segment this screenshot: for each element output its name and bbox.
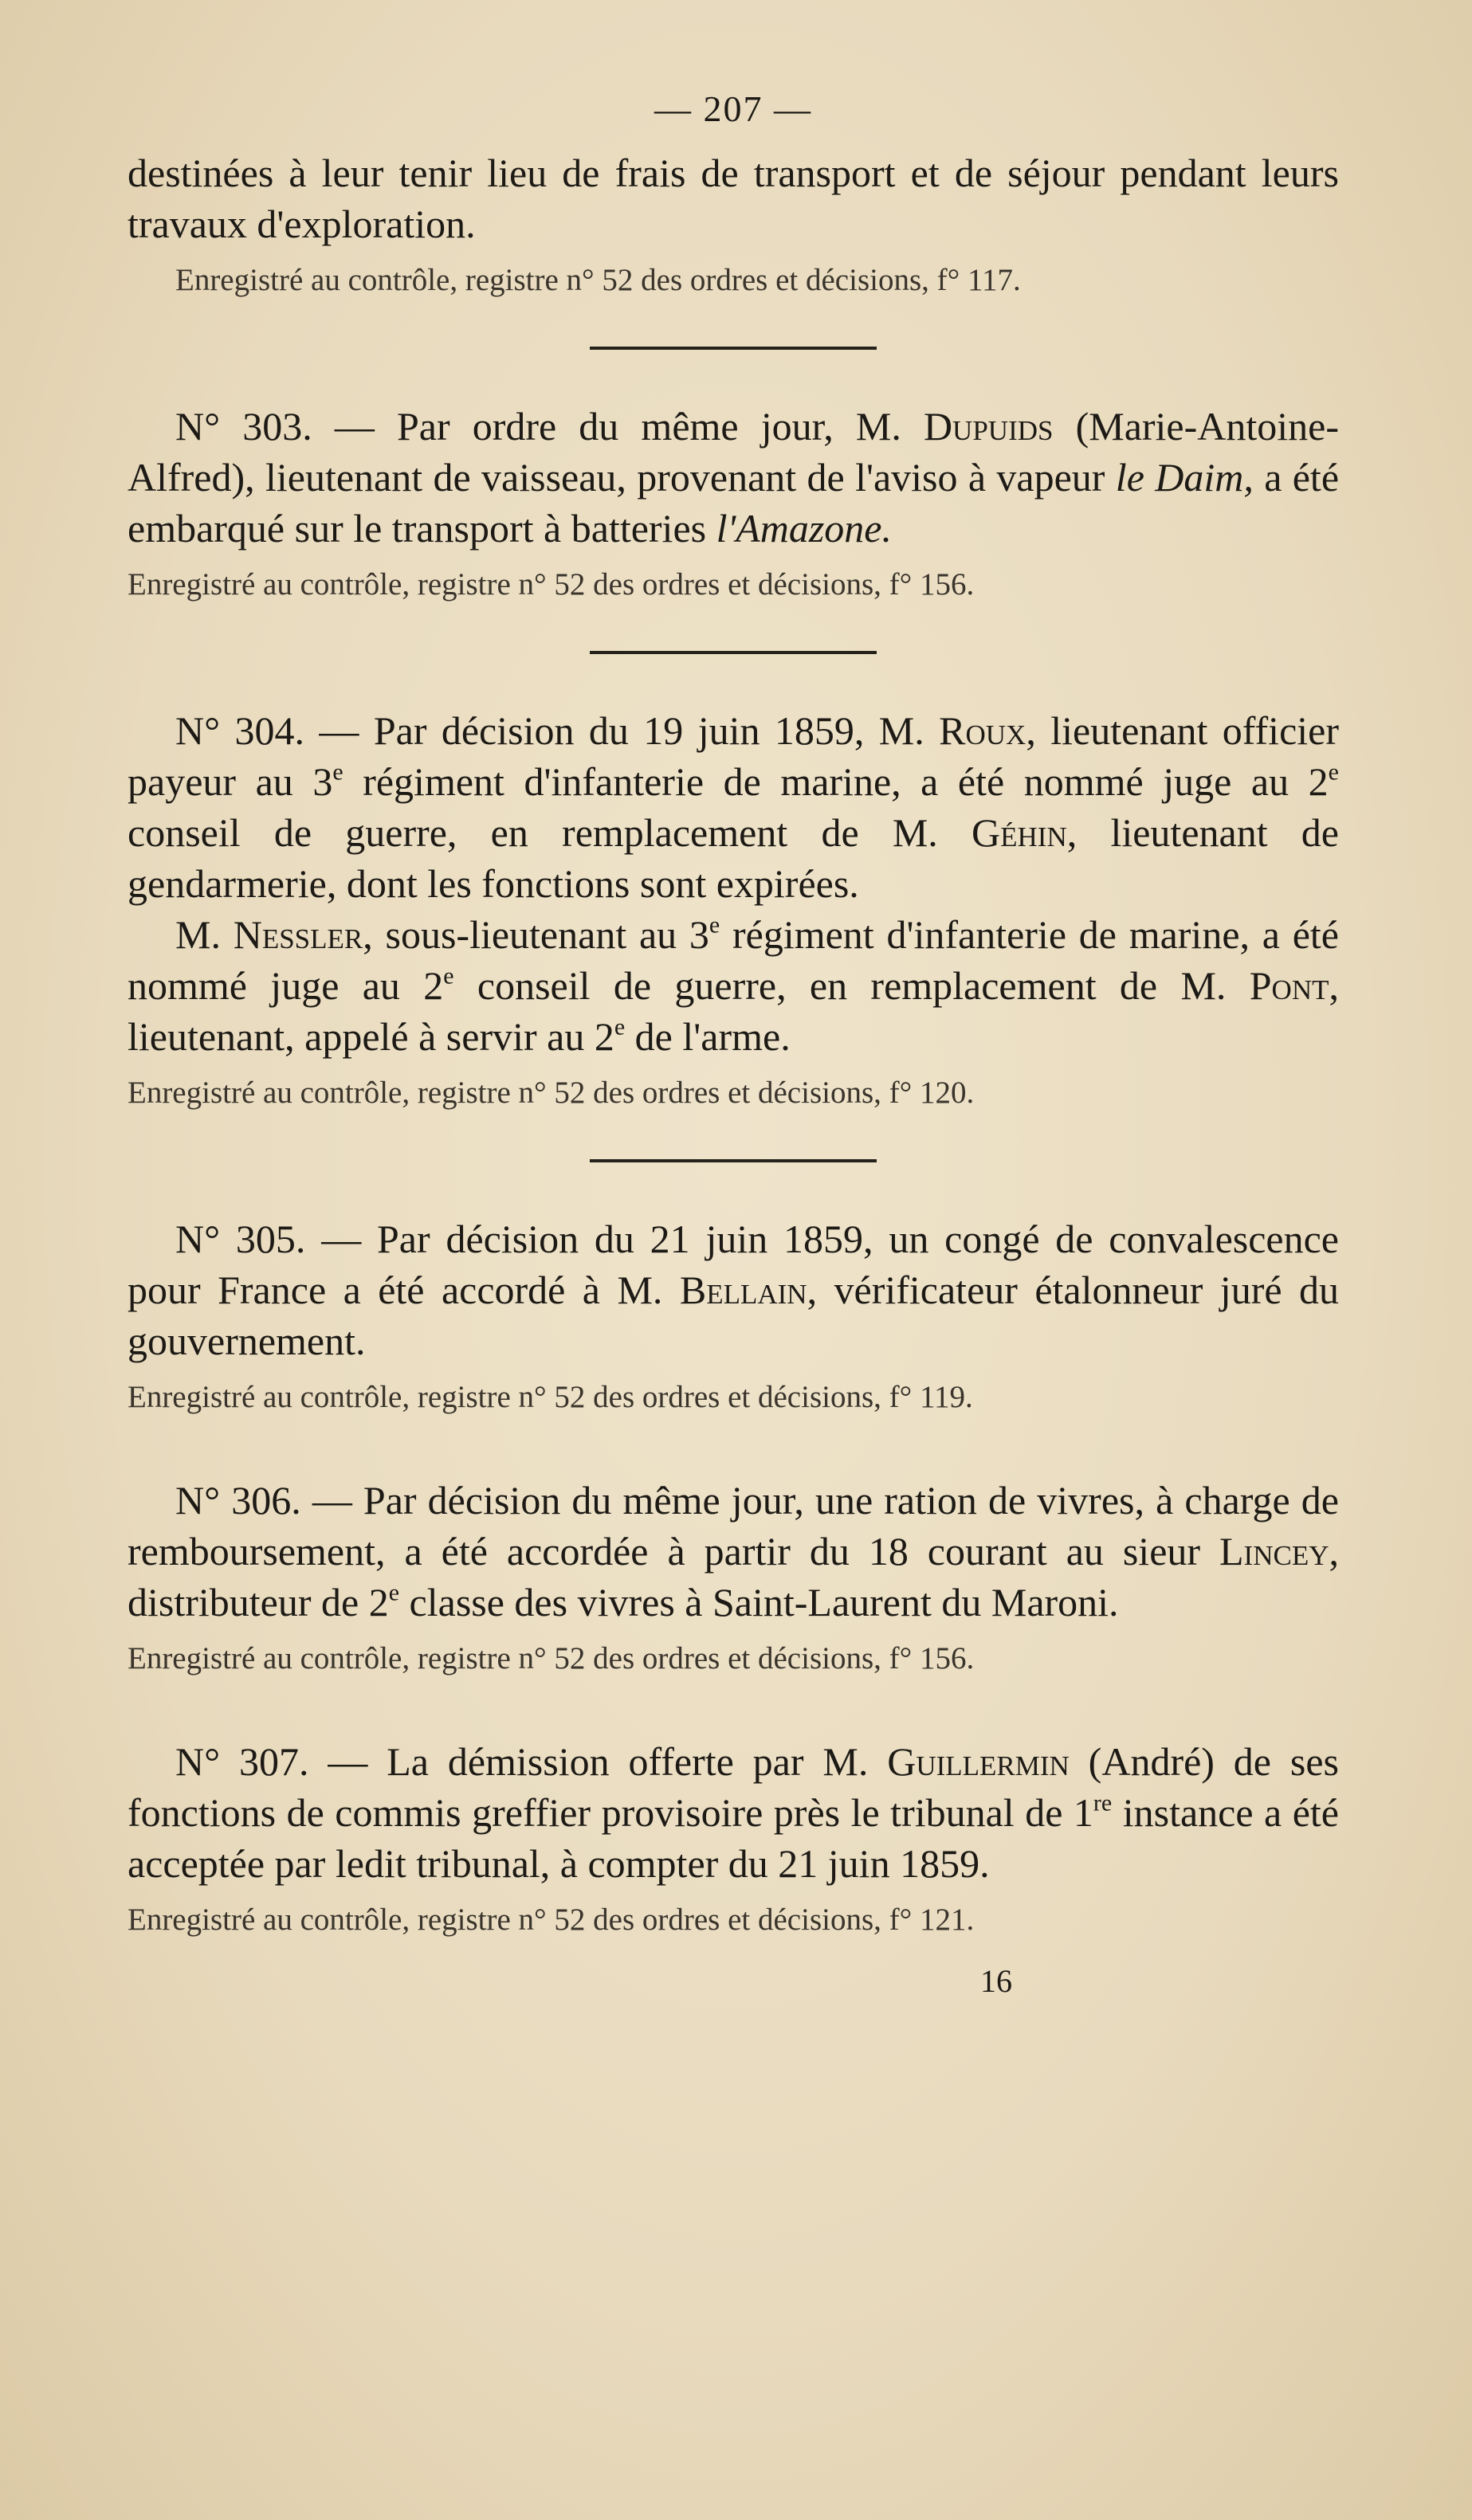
entry-304-name-2: Géhin bbox=[972, 810, 1067, 855]
entry-spacer bbox=[128, 1680, 1339, 1736]
entry-306-sup-1: e bbox=[388, 1579, 400, 1606]
entry-305-paragraph bbox=[128, 1213, 1339, 1366]
entry-304-p2-sup-2: e bbox=[443, 962, 454, 990]
entry-305-text-b: , vérificateur étalonneur juré du gouvernement. bbox=[128, 1268, 1339, 1363]
entry-304-number: N° 304. bbox=[175, 708, 305, 753]
entry-303-text-a: — Par ordre du même jour, M. bbox=[312, 404, 924, 449]
entry-304-paragraph-2 bbox=[128, 909, 1339, 1062]
entry-303-ship-2: l'Amazone. bbox=[716, 506, 892, 551]
entry-spacer bbox=[128, 1419, 1339, 1475]
entry-304-p2-text-a: M. bbox=[175, 912, 234, 957]
entry-304-sup-1: e bbox=[332, 758, 343, 786]
entry-304-p2-name-2: Pont bbox=[1249, 963, 1329, 1008]
entry-305-registration: Enregistré au contrôle, registre n° 52 des ordres et décisions, f° 119. bbox=[128, 1380, 973, 1414]
entry-306-number: N° 306. bbox=[175, 1478, 301, 1523]
entry-304-text-a: — Par décision du 19 juin 1859, M. bbox=[304, 708, 940, 753]
entry-305-text-a: — Par décision du 21 juin 1859, un congé de convalescence pour France a été accordé à M. bbox=[128, 1217, 1339, 1312]
entry-304-p2-sup-3: e bbox=[614, 1013, 626, 1041]
entry-303-ship-1: le Daim, bbox=[1115, 455, 1254, 500]
entry-304-p2-text-e: , lieutenant, appelé à servir au 2 bbox=[128, 963, 1339, 1059]
entry-303-text-b: (Marie-Antoine-Alfred), lieutenant de vaisseau, provenant de l'aviso à vapeur bbox=[128, 404, 1340, 500]
entry-303-text-c: a été embarqué sur le transport à batteries bbox=[128, 455, 1340, 551]
entry-304-registration: Enregistré au contrôle, registre n° 52 des ordres et décisions, f° 120. bbox=[128, 1076, 975, 1110]
entry-307-sup-1: re bbox=[1093, 1789, 1113, 1817]
entry-304-p2-text-d: conseil de guerre, en remplacement de M. bbox=[453, 963, 1250, 1008]
entry-304-p2-text-b: , sous-lieutenant au 3 bbox=[363, 912, 709, 957]
entry-306-text-a: — Par décision du même jour, une ration de vivres, à charge de remboursement, a été accordée à partir du 18 courant au sieur bbox=[128, 1478, 1339, 1574]
entry-304-sup-2: e bbox=[1328, 758, 1339, 786]
section-divider bbox=[590, 347, 877, 350]
entry-303-registration: Enregistré au contrôle, registre n° 52 des ordres et décisions, f° 156. bbox=[128, 567, 975, 602]
entry-303-name: Dupuids bbox=[923, 404, 1054, 449]
entry-306-text-c: classe des vivres à Saint-Laurent du Maroni. bbox=[399, 1580, 1119, 1624]
entry-306-paragraph bbox=[128, 1475, 1339, 1628]
entry-306-text-b: , distributeur de 2 bbox=[128, 1529, 1339, 1624]
section-divider bbox=[590, 651, 877, 654]
entry-304-paragraph-1 bbox=[128, 705, 1339, 909]
section-divider bbox=[590, 1159, 877, 1162]
entry-307-text-a: — La démission offerte par M. bbox=[308, 1739, 888, 1784]
entry-304-p2-sup-1: e bbox=[709, 911, 720, 939]
entry-306-registration: Enregistré au contrôle, registre n° 52 des ordres et décisions, f° 156. bbox=[128, 1641, 975, 1675]
entry-304-text-d: conseil de guerre, en remplacement de M. bbox=[128, 810, 972, 855]
intro-registration: Enregistré au contrôle, registre n° 52 des ordres et décisions, f° 117. bbox=[175, 263, 1021, 297]
entry-305-name: Bellain bbox=[679, 1268, 807, 1312]
entry-304-p2-text-f: de l'arme. bbox=[625, 1014, 791, 1059]
entry-304-text-b: , lieutenant officier payeur au 3 bbox=[128, 708, 1340, 804]
entry-307-name: Guillermin bbox=[887, 1739, 1070, 1784]
signature-mark: 16 bbox=[980, 1963, 1012, 1999]
entry-304-name-1: Roux bbox=[939, 708, 1026, 753]
entry-303-paragraph bbox=[128, 401, 1339, 554]
entry-307-number: N° 307. bbox=[175, 1739, 309, 1784]
entry-307-paragraph bbox=[128, 1736, 1339, 1889]
entry-304-p2-text-c: régiment d'infanterie de marine, a été nommé juge au 2 bbox=[128, 912, 1339, 1008]
page-content bbox=[128, 88, 1339, 2000]
entry-303-number: N° 303. bbox=[175, 404, 312, 449]
intro-paragraph: destinées à leur tenir lieu de frais de transport et de séjour pendant leurs travaux d'exploration. bbox=[128, 151, 1339, 246]
entry-307-text-c: instance a été acceptée par ledit tribunal, à compter du 21 juin 1859. bbox=[128, 1790, 1340, 1886]
entry-304-p2-name-1: Nessler bbox=[233, 912, 363, 957]
entry-306-name: Lincey bbox=[1219, 1529, 1329, 1574]
entry-304-text-c: régiment d'infanterie de marine, a été nommé juge au 2 bbox=[343, 759, 1329, 804]
page-number: — 207 — bbox=[654, 88, 812, 129]
entry-307-registration: Enregistré au contrôle, registre n° 52 des ordres et décisions, f° 121. bbox=[128, 1903, 975, 1937]
entry-307-text-b: (André) de ses fonctions de commis greffier provisoire près le tribunal de 1 bbox=[128, 1739, 1339, 1835]
entry-305-number: N° 305. bbox=[175, 1217, 306, 1261]
entry-304-text-e: , lieutenant de gendarmerie, dont les fonctions sont expirées. bbox=[128, 810, 1339, 906]
